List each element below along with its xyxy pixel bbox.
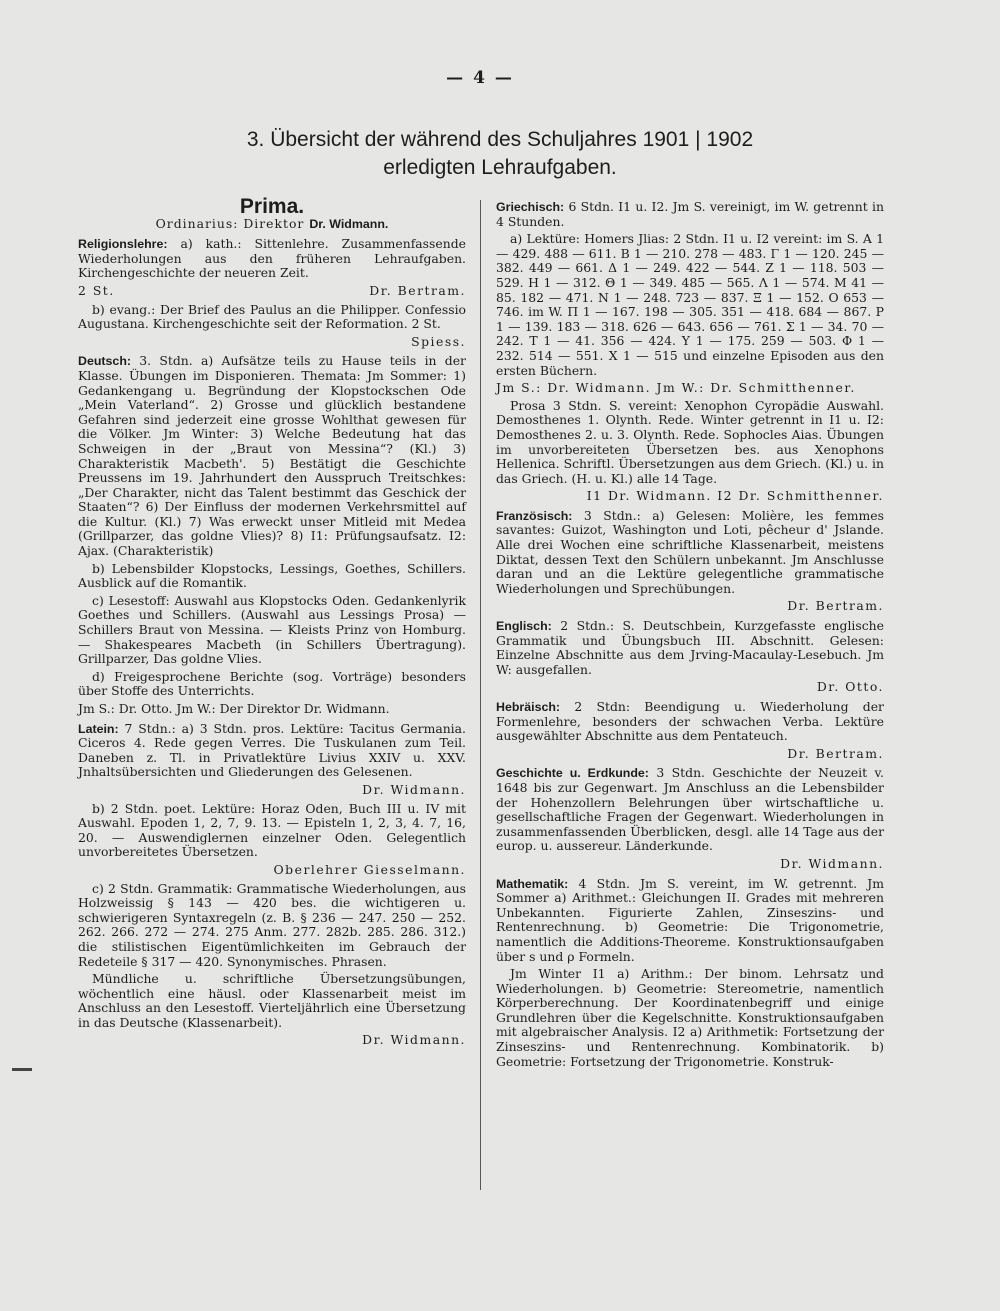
hebraeisch-head: Hebräisch: bbox=[496, 700, 561, 714]
griechisch-section bbox=[496, 200, 884, 504]
deutsch-signature: Jm S.: Dr. Otto. Jm W.: Der Direktor Dr. Widmann. bbox=[78, 701, 390, 716]
franzoesisch-text-1: 3 Stdn.: a) Gelesen: Molière, les femmes savantes: Guizot, Washington und Loti, pêcheur d' Jslande. Alle drei Wochen eine schriftliche Klassenarbeit, meistens Diktat, dessen Text den Schülern unbekannt. Jm Anschlusse daran und an die Lektüre gelegentliche grammatische Wiederholungen und Sprechübungen. bbox=[496, 507, 884, 596]
ordinarius-name: Dr. Widmann. bbox=[309, 216, 389, 231]
griechisch-text-3: Prosa 3 Stdn. S. vereint: Xenophon Cyropädie Auswahl. Demosthenes 1. Olynth. Rede. Winter getrennt in I1 u. I2: Demosthenes 2. u. 3. Olynth. Rede. Sophocles Aias. Übungen im unvorbereiteten Übersetzen bes. aus Xenophons Hellenica. Schriftl. Übersetzungen aus dem Griech. (Kl.) u. in das Griech. (H. u. Kl.) alle 14 Tage. bbox=[496, 397, 884, 486]
griechisch-signature-2: I1 Dr. Widmann. I2 Dr. Schmitthenner. bbox=[586, 488, 884, 504]
griechisch-text-1: 6 Stdn. I1 u. I2. Jm S. vereinigt, im W. getrennt in 4 Stunden. bbox=[496, 199, 884, 229]
franzoesisch-head: Französisch: bbox=[496, 508, 573, 523]
franzoesisch-signature: Dr. Bertram. bbox=[787, 598, 884, 614]
deutsch-text-4: d) Freigesprochene Berichte (sog. Vorträge) besonders über Stoffe des Unterrichts. bbox=[78, 668, 466, 699]
latein-signature-2: Oberlehrer Giesselmann. bbox=[273, 861, 466, 877]
religion-section bbox=[78, 237, 466, 349]
mathematik-head: Mathematik: bbox=[496, 876, 569, 891]
griechisch-head: Griechisch: bbox=[496, 200, 565, 214]
religion-signature-1: Dr. Bertram. bbox=[369, 282, 466, 298]
ordinarius-label: Ordinarius: bbox=[155, 215, 239, 231]
hebraeisch-signature: Dr. Bertram. bbox=[787, 745, 884, 761]
latein-section bbox=[78, 722, 466, 1048]
ordinarius-value: Direktor bbox=[243, 215, 305, 231]
englisch-text-1: 2 Stdn.: S. Deutschbein, Kurzgefasste englische Grammatik und Übungsbuch III. Abschnitt. Gelesen: Einzelne Abschnitte aus dem Jrving-Macaulay-Lesebuch. Jm W: ausgefallen. bbox=[496, 618, 884, 677]
latein-signature-3: Dr. Widmann. bbox=[362, 1032, 466, 1048]
englisch-section bbox=[496, 619, 884, 695]
geschichte-signature: Dr. Widmann. bbox=[780, 855, 884, 871]
title-line-2: erledigten Lehraufgaben. bbox=[383, 156, 617, 179]
geschichte-head: Geschichte u. Erdkunde: bbox=[496, 766, 649, 781]
deutsch-text-1: 3. Stdn. a) Aufsätze teils zu Hause teils in der Klasse. Übungen im Disponieren. Themata: Jm Sommer: 1) Gedankengang u. Begründung der Klopstockschen Ode „Mein Vaterland“. 2) Grosse und glücklich bestandene Gefahren sind jederzeit eine grosse Wohlthat gewesen für die Völker. Jm Winter: 3) Welche Bedeutung hat das Schweigen in der „Braut von Messina“? (Kl.) 3) Charakteristik Macbeth'. 5) Bestätigt die Geschichte Preussens im 19. Jahrhundert den Ausspruch Treitschkes: „Der Charakter, nicht das Talent bestimmt das Geschick der Staaten“? 6) Der Einfluss der modernen Verkehrsmittel auf die Kultur. (Kl.) 7) Was erweckt unser Mitleid mit Medea (Grillparzer, das goldne Vlies)? 8) I1: Prüfungsaufsatz. I2: Ajax. (Charakteristik) bbox=[78, 353, 466, 559]
page-number: — 4 — bbox=[446, 68, 514, 88]
geschichte-section bbox=[496, 766, 884, 871]
hebraeisch-text-1: 2 Stdn: Beendigung u. Wiederholung der Formenlehre, besonders der schwachen Verba. Lektüre ausgewählter Abschnitte aus dem Pentateuch. bbox=[496, 699, 884, 744]
mathematik-text-2: Jm Winter I1 a) Arithm.: Der binom. Lehrsatz und Wiederholungen. b) Geometrie: Stereometrie, namentlich Körperberechnung. Der Koordinatenbegriff und einige Grundlehren über die Kegelschnitte. Konstruktionsaufgaben mit algebraischer Analysis. I2 a) Arithmetik: Fortsetzung der Zinseszins- und Rentenrechnung. Kombinatorik. b) Geometrie: Fortsetzung der Trigonometrie. Konstruk- bbox=[496, 966, 884, 1069]
deutsch-text-2: b) Lebensbilder Klopstocks, Lessings, Goethes, Schillers. Ausblick auf die Romantik. bbox=[78, 560, 466, 591]
latein-text-1: 7 Stdn.: a) 3 Stdn. pros. Lektüre: Tacitus Germania. Ciceros 4. Rede gegen Verres. Die Tuskulanen zum Teil. Daneben z. Tl. in Privatlektüre Livius XXIV u. XXV. Jnhaltsübersichten und Gliederungen des Gelesenen. bbox=[78, 720, 466, 780]
deutsch-head: Deutsch: bbox=[78, 354, 132, 369]
latein-head: Latein: bbox=[78, 721, 119, 736]
griechisch-text-2: a) Lektüre: Homers Jlias: 2 Stdn. I1 u. I2 vereint: im S. Α 1 — 429. 488 — 611. Β 1 — 210. 278 — 483. Γ 1 — 120. 245 — 382. 449 — 661. Δ 1 — 249. 422 — 544. Ζ 1 — 118. 503 — 529. Η 1 — 312. Θ 1 — 349. 485 — 565. Λ 1 — 574. Μ 41 — 85. 182 — 471. Ν 1 — 248. 723 — 837. Ξ 1 — 152. Ο 653 — 746. im W. Π 1 — 167. 198 — 305. 351 — 418. 684 — 867. Ρ 1 — 139. 183 — 318. 626 — 643. 656 — 761. Σ 1 — 34. 70 — 242. Τ 1 — 41. 356 — 424. Υ 1 — 175. 259 — 503. Φ 1 — 232. 514 — 551. Χ 1 — 515 und einzelne Episoden aus den ersten Büchern. bbox=[496, 231, 884, 378]
religion-head: Religionslehre: bbox=[78, 237, 168, 252]
religion-text-2: b) evang.: Der Brief des Paulus an die Philipper. Confessio Augustana. Kirchengeschichte seit der Reformation. 2 St. bbox=[78, 301, 466, 332]
prima-heading: Prima. bbox=[239, 195, 305, 218]
religion-signature-2: Spiess. bbox=[411, 333, 466, 349]
section-title bbox=[0, 126, 1000, 182]
franzoesisch-section bbox=[496, 509, 884, 614]
ordinarius-line bbox=[78, 217, 466, 232]
latein-text-4: Mündliche u. schriftliche Übersetzungsübungen, wöchentlich eine häusl. oder Klassenarbeit meist im Anschluss an den Lesestoff. Vierteljährlich eine Übersetzung in das Deutsche (Klassenarbeit). bbox=[78, 971, 466, 1030]
englisch-signature: Dr. Otto. bbox=[816, 679, 884, 695]
deutsch-text-3: c) Lesestoff: Auswahl aus Klopstocks Oden. Gedankenlyrik Goethes und Schillers. (Auswahl aus Lessings Prosa) — Schillers Braut von Messina. — Kleists Prinz von Homburg. — Shakespeares Macbeth (in Schillers Übertragung). Grillparzer, Das goldne Vlies. bbox=[78, 592, 466, 667]
englisch-head: Englisch: bbox=[496, 619, 552, 634]
deutsch-section bbox=[78, 354, 466, 716]
latein-text-2: b) 2 Stdn. poet. Lektüre: Horaz Oden, Buch III u. IV mit Auswahl. Epoden 1, 2, 7, 9. 13. — Episteln 1, 2, 3, 4. 7, 16, 20. — Auswendiglernen einzelner Oden. Gelegentlich unvorbereitetes Übersetzen. bbox=[78, 800, 466, 860]
hebraeisch-section bbox=[496, 700, 884, 761]
right-column bbox=[496, 200, 884, 1074]
edge-mark bbox=[12, 1068, 32, 1071]
latein-text-3: c) 2 Stdn. Grammatik: Grammatische Wiederholungen, aus Holzweissig § 143 — 420 bes. die wichtigeren u. schwierigeren Syntaxregeln (z. B. § 236 — 247. 250 — 252. 262. 266. 272 — 274. 275 Anm. 277. 282b. 285. 286. 312.) die stilistischen Eigentümlichkeiten im Gebrauch der Redeteile § 317 — 420. Synonymisches. Phrasen. bbox=[78, 880, 466, 969]
geschichte-text-1: 3 Stdn. Geschichte der Neuzeit v. 1648 bis zur Gegenwart. Jm Anschluss an die Lebensbilder der Hohenzollern Belehrungen über wirtschaftliche u. gesellschaftliche Fragen der Gegenwart. Wiederholungen in zusammenfassenden Überblicken, desgl. alle 14 Tage aus der europ. u. aussereur. Länderkunde. bbox=[496, 765, 884, 854]
mathematik-text-1: 4 Stdn. Jm S. vereint, im W. getrennt. Jm Sommer a) Arithmet.: Gleichungen II. Grades mit mehreren Unbekannten. Figurierte Zahlen, Zinseszins- und Rentenrechnung. b) Geometrie: Die Trigonometrie, namentlich die Additions-Theoreme. Konstruktionsaufgaben über s und ρ Formeln. bbox=[496, 875, 884, 964]
title-line-1: 3. Übersicht der während des Schuljahres 1901 | 1902 bbox=[246, 128, 754, 151]
latein-signature-1: Dr. Widmann. bbox=[362, 781, 466, 797]
left-column bbox=[78, 195, 466, 1053]
religion-hours: 2 St. bbox=[78, 282, 115, 298]
column-divider bbox=[480, 200, 481, 1190]
griechisch-signature-1: Jm S.: Dr. Widmann. Jm W.: Dr. Schmitthenner. bbox=[496, 380, 856, 396]
religion-text-1: a) kath.: Sittenlehre. Zusammenfassende Wiederholungen aus den früheren Lehraufgaben. Kirchengeschichte der neueren Zeit. bbox=[78, 236, 466, 281]
mathematik-section bbox=[496, 877, 884, 1070]
